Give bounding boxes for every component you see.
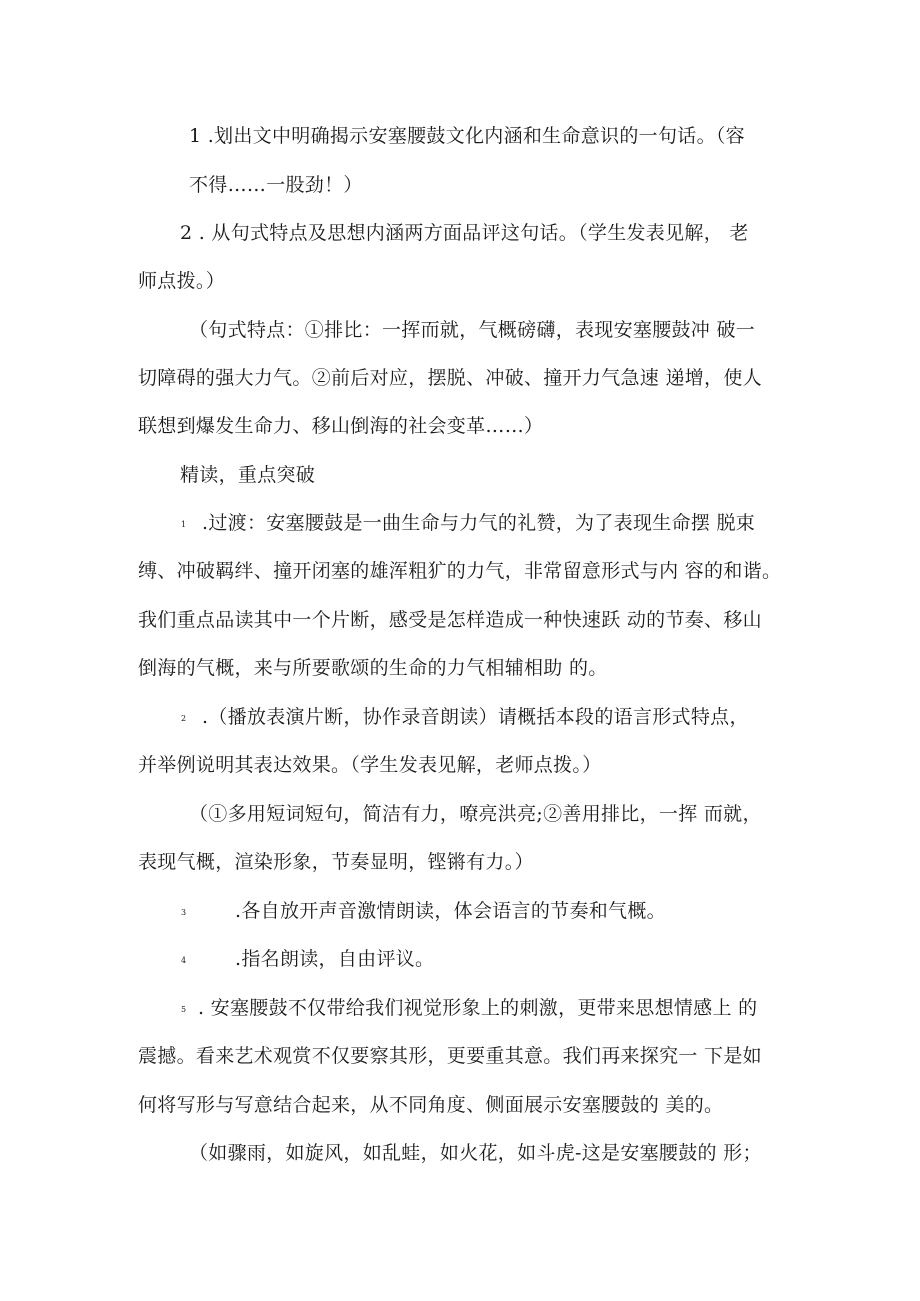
list-marker: 5	[181, 1005, 187, 1014]
text-line: （①多用短词短句，简洁有力，嘹亮洪亮;②善用排比，一挥 而就，	[189, 803, 762, 825]
text-line: 联想到爆发生命力、移山倒海的社会变革……）	[138, 415, 544, 437]
text-line: .（播放表演片断，协作录音朗读）请概括本段的语言形式特点，	[202, 706, 749, 728]
list-marker: 3	[181, 908, 187, 917]
text-line: .过渡：安塞腰鼓是一曲生命与力气的礼赞，为了表现生命摆 脱束	[202, 512, 756, 534]
list-marker: 1	[181, 520, 187, 529]
section-heading: 精读，重点突破	[180, 464, 316, 486]
text-line: 倒海的气概，来与所要歌颂的生命的力气相辅相助 的。	[138, 657, 608, 679]
text-line: 不得……一股劲！）	[189, 174, 363, 196]
text-line: 我们重点品读其中一个片断，感受是怎样造成一种快速跃 动的节奏、移山	[138, 609, 762, 631]
text-line: 师点拨。）	[138, 270, 226, 292]
text-line: 震撼。看来艺术观赏不仅要察其形，更要重其意。我们再来探究一 下是如	[138, 1045, 762, 1067]
list-marker: 2	[181, 714, 187, 723]
list-marker: 4	[181, 956, 187, 965]
text-line: 2 . 从句式特点及思想内涵两方面品评这句话。（学生发表见解， 老	[180, 222, 749, 244]
text-line: . 安塞腰鼓不仅带给我们视觉形象上的刺激，更带来思想情感上 的	[198, 997, 758, 1019]
text-line: （如骤雨，如旋风，如乱蛙，如火花，如斗虎-这是安塞腰鼓的 形；	[189, 1142, 762, 1164]
text-line: 缚、冲破羁绊、撞开闭塞的雄浑粗犷的力气，非常留意形式与内 容的和谐。	[138, 560, 782, 582]
text-line: 切障碍的强大力气。②前后对应，摆脱、冲破、撞开力气急速 递增，使人	[138, 367, 762, 389]
text-line: 并举例说明其表达效果。（学生发表见解，老师点拨。）	[138, 754, 602, 776]
text-line: 何将写形与写意结合起来，从不同角度、侧面展示安塞腰鼓的 美的。	[138, 1094, 724, 1116]
text-line: .指名朗读，自由评议。	[235, 948, 435, 970]
text-line: （句式特点：①排比：一挥而就，气概磅礴，表现安塞腰鼓冲 破一	[189, 319, 756, 341]
text-line: 1 .划出文中明确揭示安塞腰鼓文化内涵和生命意识的一句话。（容	[189, 125, 745, 147]
text-line: 表现气概，渲染形象，节奏显明，铿锵有力。）	[138, 851, 534, 873]
text-line: .各自放开声音激情朗读，体会语言的节奏和气概。	[235, 900, 666, 922]
